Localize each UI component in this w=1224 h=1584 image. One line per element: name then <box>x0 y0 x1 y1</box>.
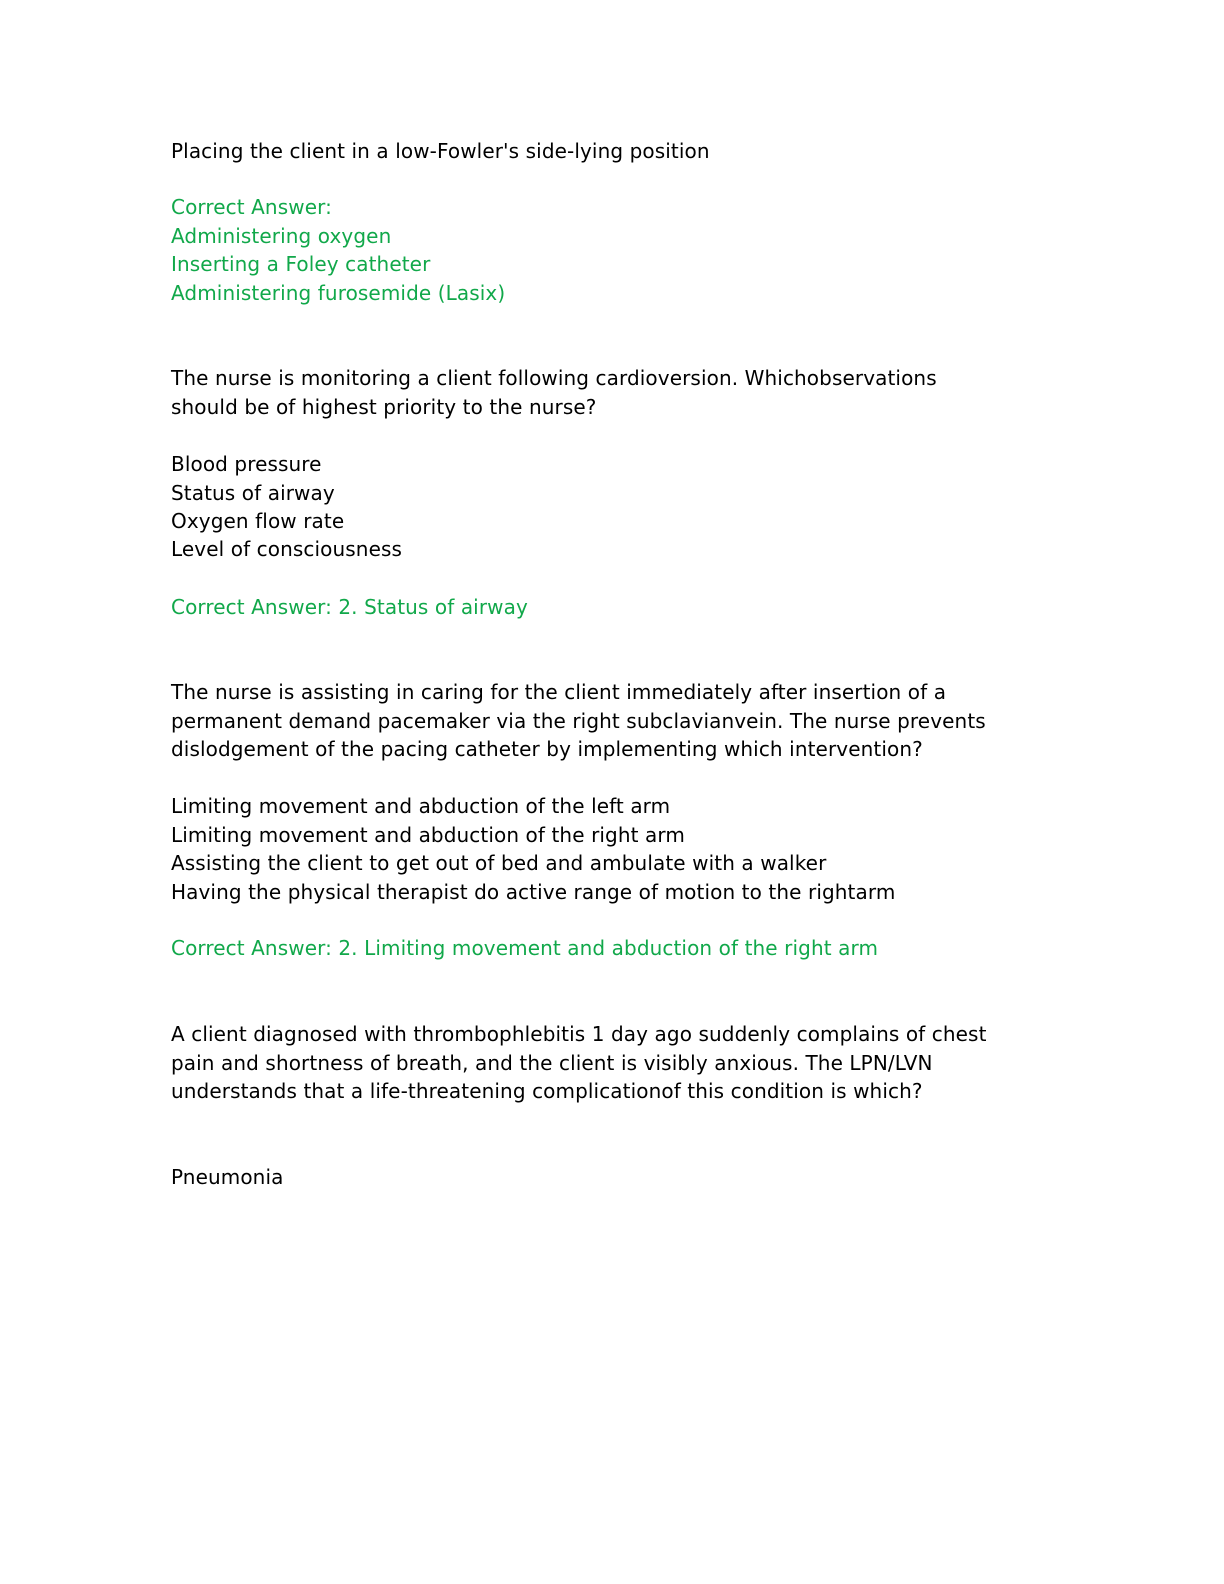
correct-answer: Correct Answer: 2. Status of airway <box>171 595 528 619</box>
question-text: understands that a life-threatening complicationof this condition is which? <box>171 1079 923 1103</box>
answer-option: Blood pressure <box>171 452 322 476</box>
question-text: should be of highest priority to the nurse? <box>171 395 597 419</box>
correct-answer-item: Inserting a Foley catheter <box>171 252 431 276</box>
correct-answer-label: Correct Answer: <box>171 195 332 219</box>
question-text: The nurse is monitoring a client following cardioversion. Whichobservations <box>171 366 937 390</box>
question-text: pain and shortness of breath, and the client is visibly anxious. The LPN/LVN <box>171 1051 933 1075</box>
correct-answer-item: Administering furosemide (Lasix) <box>171 281 506 305</box>
question-text: A client diagnosed with thrombophlebitis 1 day ago suddenly complains of chest <box>171 1022 987 1046</box>
answer-option: Level of consciousness <box>171 537 403 561</box>
question-text: permanent demand pacemaker via the right subclavianvein. The nurse prevents <box>171 709 986 733</box>
question-text: The nurse is assisting in caring for the client immediately after insertion of a <box>171 680 947 704</box>
answer-option: Limiting movement and abduction of the right arm <box>171 823 685 847</box>
correct-answer: Correct Answer: 2. Limiting movement and abduction of the right arm <box>171 936 879 960</box>
answer-option: Status of airway <box>171 481 335 505</box>
answer-option: Pneumonia <box>171 1165 284 1189</box>
correct-answer-item: Administering oxygen <box>171 224 392 248</box>
option-text: Placing the client in a low-Fowler's side-lying position <box>171 139 710 163</box>
answer-option: Having the physical therapist do active range of motion to the rightarm <box>171 880 896 904</box>
answer-option: Limiting movement and abduction of the left arm <box>171 794 671 818</box>
answer-option: Oxygen flow rate <box>171 509 345 533</box>
answer-option: Assisting the client to get out of bed and ambulate with a walker <box>171 851 827 875</box>
question-text: dislodgement of the pacing catheter by implementing which intervention? <box>171 737 923 761</box>
